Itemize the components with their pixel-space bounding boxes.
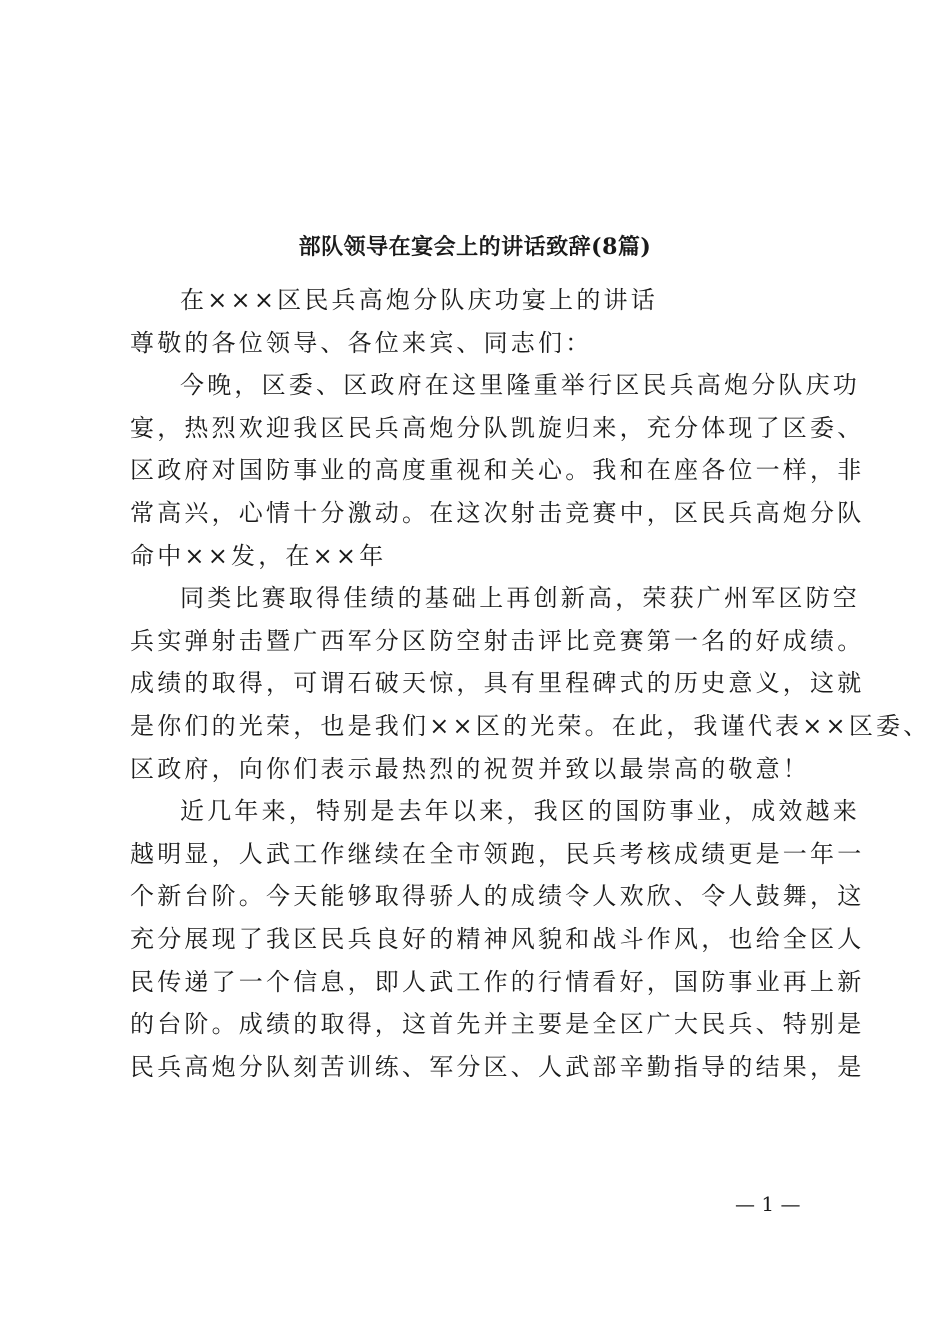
- body-line: 充分展现了我区民兵良好的精神风貌和战斗作风，也给全区人: [130, 924, 865, 953]
- page-number: — 1 —: [735, 1192, 801, 1216]
- body-line: 个新台阶。今天能够取得骄人的成绩令人欢欣、令人鼓舞，这: [130, 882, 865, 911]
- body-line: 宴，热烈欢迎我区民兵高炮分队凯旋归来，充分体现了区委、: [130, 413, 865, 442]
- body-line: 民传递了一个信息，即人武工作的行情看好，国防事业再上新: [130, 967, 865, 996]
- document-body: [130, 279, 931, 1088]
- body-line: 尊敬的各位领导、各位来宾、同志们：: [130, 328, 593, 357]
- body-line: 同类比赛取得佳绩的基础上再创新高，荣获广州军区防空: [180, 584, 860, 613]
- body-line: 兵实弹射击暨广西军分区防空射击评比竞赛第一名的好成绩。: [130, 626, 865, 655]
- body-line: 民兵高炮分队刻苦训练、军分区、人武部辛勤指导的结果，是: [130, 1052, 865, 1081]
- body-line: 是你们的光荣，也是我们××区的光荣。在此，我谨代表××区委、: [130, 711, 931, 740]
- body-line: 近几年来，特别是去年以来，我区的国防事业，成效越来: [180, 797, 860, 826]
- body-line: 在×××区民兵高炮分队庆功宴上的讲话: [180, 286, 658, 314]
- body-line: 成绩的取得，可谓石破天惊，具有里程碑式的历史意义，这就: [130, 669, 865, 698]
- body-line: 命中××发，在××年: [130, 541, 387, 570]
- document-title: 部队领导在宴会上的讲话致辞(8篇): [298, 234, 652, 260]
- body-line: 的台阶。成绩的取得，这首先并主要是全区广大民兵、特别是: [130, 1010, 865, 1039]
- body-line: 今晚，区委、区政府在这里隆重举行区民兵高炮分队庆功: [180, 371, 860, 400]
- body-line: 区政府对国防事业的高度重视和关心。我和在座各位一样，非: [130, 456, 865, 485]
- body-line: 区政府，向你们表示最热烈的祝贺并致以最崇高的敬意！: [130, 754, 810, 783]
- body-line: 越明显，人武工作继续在全市领跑，民兵考核成绩更是一年一: [130, 839, 865, 868]
- body-line: 常高兴，心情十分激动。在这次射击竞赛中，区民兵高炮分队: [130, 498, 865, 527]
